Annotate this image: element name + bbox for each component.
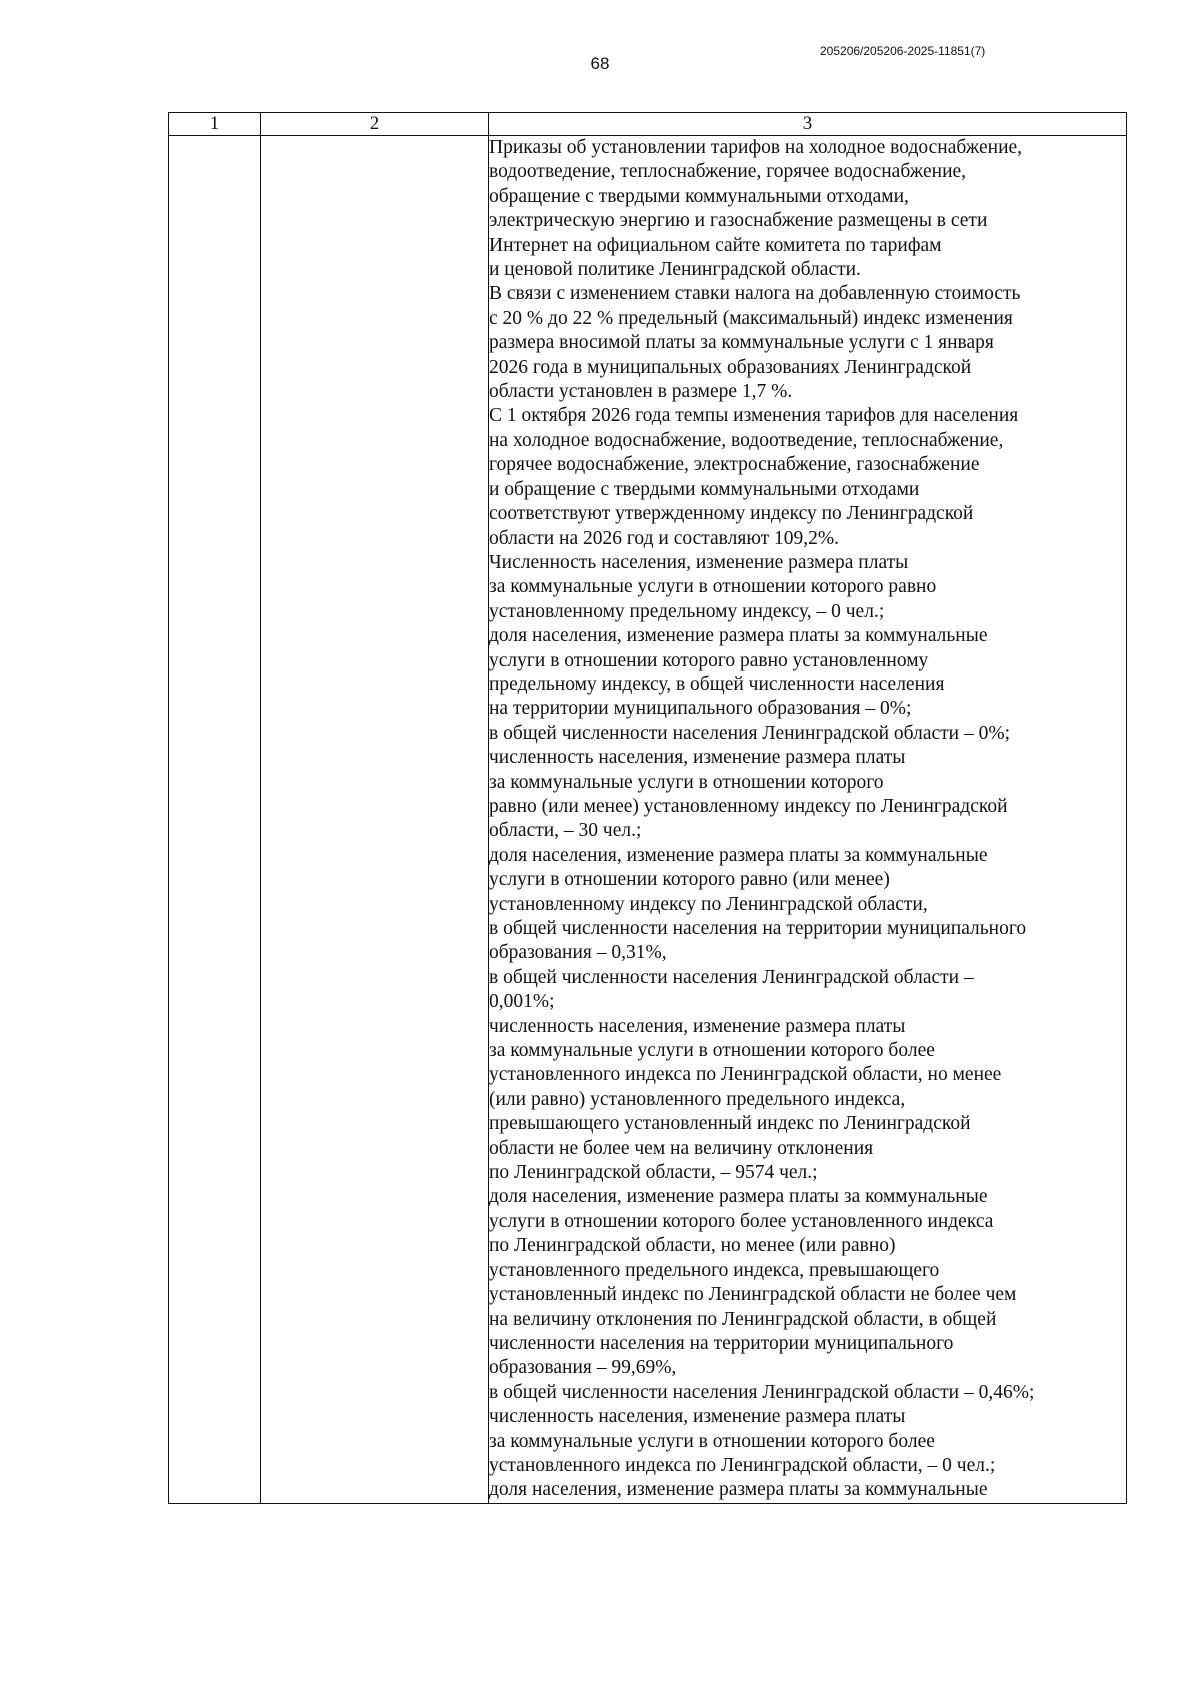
- text-line: установленного предельного индекса, превышающего: [489, 1259, 940, 1281]
- text-line: предельному индексу, в общей численности населения: [489, 673, 945, 695]
- text-line: установленного индекса по Ленинградской области, – 0 чел.;: [489, 1454, 996, 1476]
- text-line: на территории муниципального образования – 0%;: [489, 698, 912, 720]
- text-line: услуги в отношении которого равно установленному: [489, 649, 929, 671]
- text-line: услуги в отношении которого равно (или менее): [489, 869, 890, 891]
- text-line: установленному предельному индексу, – 0 чел.;: [489, 600, 885, 622]
- text-line: доля населения, изменение размера платы за коммунальные: [489, 1186, 988, 1208]
- text-line: установленному индексу по Ленинградской области,: [489, 893, 928, 915]
- cell-column-3-text: [489, 136, 1127, 1504]
- content-table: [168, 112, 1127, 1504]
- text-line: на величину отклонения по Ленинградской области, в общей: [489, 1308, 997, 1330]
- text-line: 0,001%;: [489, 991, 555, 1013]
- text-line: соответствуют утвержденному индексу по Ленинградской: [489, 503, 974, 525]
- text-line: численность населения, изменение размера платы: [489, 1406, 906, 1428]
- text-line: численность населения, изменение размера платы: [489, 1015, 906, 1037]
- text-line: на холодное водоснабжение, водоотведение, теплоснабжение,: [489, 429, 1004, 451]
- text-line: области установлен в размере 1,7 %.: [489, 381, 793, 403]
- column-header-3: 3: [489, 113, 1127, 136]
- text-line: доля населения, изменение размера платы за коммунальные: [489, 1479, 988, 1501]
- text-line: и обращение с твердыми коммунальными отходами: [489, 478, 920, 500]
- text-line: равно (или менее) установленному индексу по Ленинградской: [489, 795, 1008, 817]
- text-line: области не более чем на величину отклонения: [489, 1137, 874, 1159]
- text-line: превышающего установленный индекс по Ленинградской: [489, 1113, 971, 1135]
- column-header-1: 1: [169, 113, 261, 136]
- table-row: [169, 136, 1127, 1504]
- text-line: 2026 года в муниципальных образованиях Ленинградской: [489, 356, 972, 378]
- text-line: численности населения на территории муниципального: [489, 1332, 954, 1354]
- text-line: горячее водоснабжение, электроснабжение, газоснабжение: [489, 454, 980, 476]
- text-line: установленный индекс по Ленинградской области не более чем: [489, 1284, 1017, 1306]
- text-line: образования – 99,69%,: [489, 1357, 677, 1379]
- text-line: электрическую энергию и газоснабжение размещены в сети: [489, 210, 988, 232]
- text-line: в общей численности населения на территории муниципального: [489, 918, 1027, 939]
- cell-column-1: [169, 136, 261, 1504]
- text-line: услуги в отношении которого более установленного индекса: [489, 1210, 994, 1232]
- text-line: с 20 % до 22 % предельный (максимальный) индекс изменения: [489, 307, 1013, 329]
- text-line: за коммунальные услуги в отношении которого более: [489, 1430, 935, 1452]
- text-line: за коммунальные услуги в отношении которого более: [489, 1040, 935, 1062]
- text-line: Приказы об установлении тарифов на холодное водоснабжение,: [489, 137, 1023, 158]
- text-line: в общей численности населения Ленинградской области – 0%;: [489, 722, 1011, 744]
- text-line: водоотведение, теплоснабжение, горячее водоснабжение,: [489, 161, 967, 183]
- text-line: С 1 октября 2026 года темпы изменения тарифов для населения: [489, 405, 1019, 427]
- page-number: 68: [590, 54, 610, 73]
- column-header-2: 2: [261, 113, 489, 136]
- text-line: области, – 30 чел.;: [489, 820, 642, 842]
- text-line: за коммунальные услуги в отношении которого: [489, 771, 884, 793]
- text-line: обращение с твердыми коммунальными отходами,: [489, 185, 909, 207]
- text-line: доля населения, изменение размера платы за коммунальные: [489, 625, 988, 647]
- text-line: и ценовой политике Ленинградской области.: [489, 259, 861, 281]
- text-line: по Ленинградской области, – 9574 чел.;: [489, 1162, 818, 1184]
- text-line: В связи с изменением ставки налога на добавленную стоимость: [489, 283, 1021, 305]
- text-line: в общей численности населения Ленинградской области – 0,46%;: [489, 1381, 1035, 1403]
- text-line: за коммунальные услуги в отношении которого равно: [489, 576, 937, 598]
- text-line: доля населения, изменение размера платы за коммунальные: [489, 844, 988, 866]
- text-line: по Ленинградской области, но менее (или равно): [489, 1235, 896, 1257]
- text-line: размера вносимой платы за коммунальные услуги с 1 января: [489, 332, 994, 354]
- document-id: 205206/205206-2025-11851(7): [820, 44, 986, 58]
- text-line: образования – 0,31%,: [489, 942, 667, 964]
- text-line: в общей численности населения Ленинградской области –: [489, 966, 974, 988]
- text-line: Интернет на официальном сайте комитета по тарифам: [489, 234, 942, 256]
- table-header-row: [169, 113, 1127, 136]
- text-line: установленного индекса по Ленинградской области, но менее: [489, 1064, 1002, 1086]
- text-line: Численность населения, изменение размера платы: [489, 551, 909, 573]
- text-line: области на 2026 год и составляют 109,2%.: [489, 527, 840, 549]
- cell-column-2: [261, 136, 489, 1504]
- text-line: (или равно) установленного предельного индекса,: [489, 1088, 906, 1110]
- text-line: численность населения, изменение размера платы: [489, 747, 906, 769]
